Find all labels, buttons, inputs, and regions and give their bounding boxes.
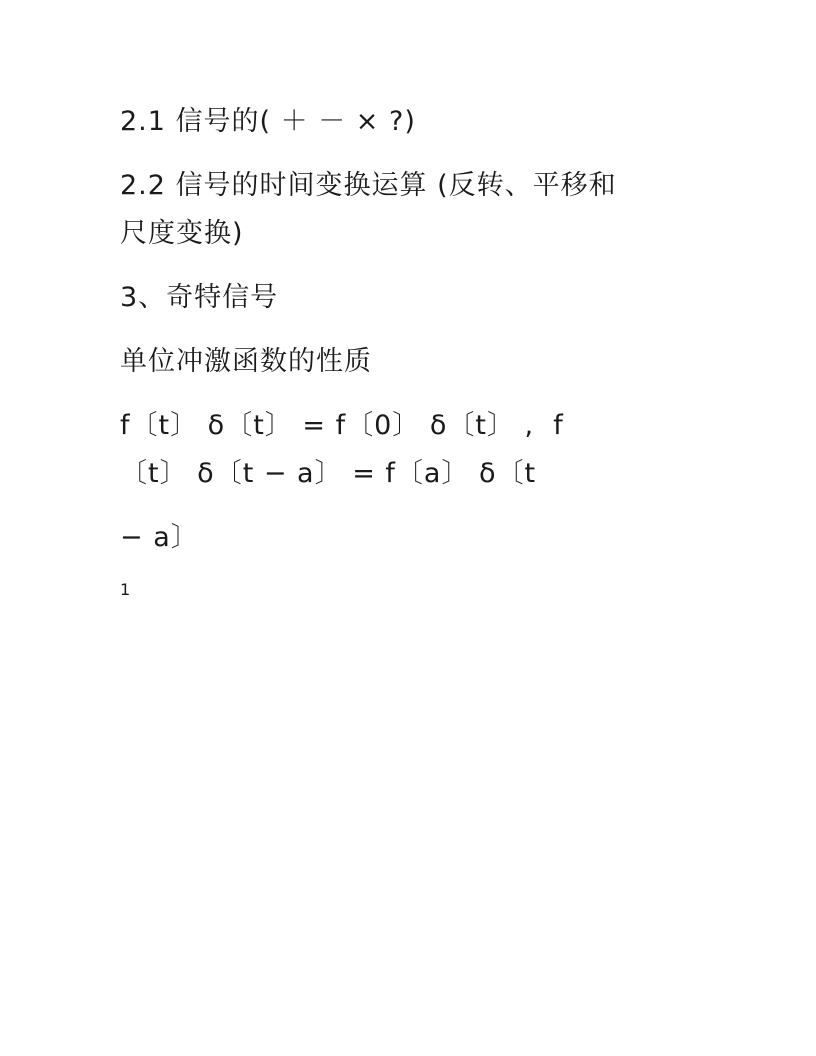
section-2-2-heading-line-2: 尺度变换) xyxy=(120,218,244,249)
formula-line-3: − a〕 xyxy=(120,522,199,553)
section-3-heading: 3、奇特信号 xyxy=(120,282,279,313)
formula-line-2: 〔t〕 δ〔t − a〕 = f〔a〕 δ〔t xyxy=(120,458,537,489)
impulse-properties-heading: 单位冲激函数的性质 xyxy=(120,346,372,377)
section-2-1-heading: 2.1 信号的( ＋ － × ?) xyxy=(120,106,416,137)
section-2-2-heading-line-1: 2.2 信号的时间变换运算 (反转、平移和 xyxy=(120,170,617,201)
formula-line-1: f〔t〕 δ〔t〕 = f〔0〕 δ〔t〕 , f xyxy=(120,410,564,441)
page-number: 1 xyxy=(120,580,131,599)
